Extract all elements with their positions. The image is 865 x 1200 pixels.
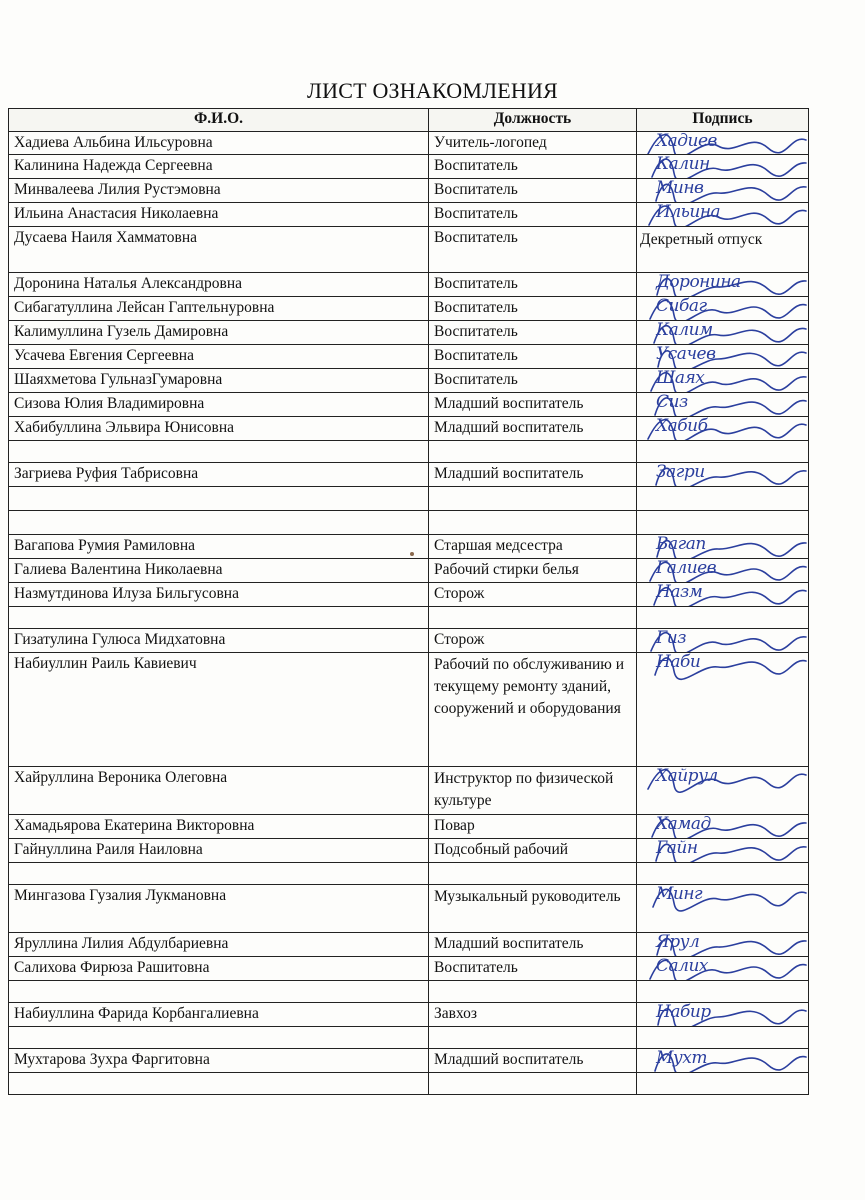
- signature-cell: [637, 393, 809, 417]
- table-row: [9, 933, 809, 957]
- table-row: [9, 1049, 809, 1073]
- table-row: [9, 629, 809, 653]
- signature-cell: [637, 981, 809, 1003]
- signature-cell: [637, 583, 809, 607]
- signature-text: Ярул: [656, 932, 700, 952]
- position-cell: [429, 441, 637, 463]
- employee-name-cell: Доронина Наталья Александровна: [9, 273, 429, 297]
- signature-text: Калин: [656, 154, 710, 174]
- employee-name-cell: [9, 981, 429, 1003]
- signature-text: Шаях: [656, 368, 705, 388]
- signature-cell: [637, 933, 809, 957]
- signature-cell: Декретный отпуск: [637, 227, 809, 273]
- table-row: [9, 653, 809, 767]
- employee-name-cell: Калинина Надежда Сергеевна: [9, 155, 429, 179]
- signature-cell: [637, 629, 809, 653]
- employee-name-cell: Хайруллина Вероника Олеговна: [9, 767, 429, 815]
- table-row: [9, 203, 809, 227]
- position-cell: Младший воспитатель: [429, 1049, 637, 1073]
- table-row: [9, 369, 809, 393]
- table-row: [9, 535, 809, 559]
- employee-name-cell: Салихова Фирюза Рашитовна: [9, 957, 429, 981]
- signature-text: Сиз: [656, 392, 688, 412]
- position-cell: Рабочий стирки белья: [429, 559, 637, 583]
- signature-text: Салих: [656, 956, 709, 976]
- table-row: [9, 981, 809, 1003]
- position-cell: [429, 981, 637, 1003]
- table-row: [9, 583, 809, 607]
- table-row: [9, 1003, 809, 1027]
- table-row: [9, 227, 809, 273]
- signature-text: Хабиб: [656, 416, 708, 436]
- signature-cell: [637, 1073, 809, 1095]
- signature-cell: [637, 417, 809, 441]
- signature-cell: [637, 321, 809, 345]
- employee-name-cell: Шаяхметова ГульназГумаровна: [9, 369, 429, 393]
- signature-cell: [637, 297, 809, 321]
- employee-name-cell: Ильина Анастасия Николаевна: [9, 203, 429, 227]
- position-cell: Воспитатель: [429, 273, 637, 297]
- signature-cell: [637, 441, 809, 463]
- table-row: [9, 863, 809, 885]
- position-cell: Старшая медсестра: [429, 535, 637, 559]
- position-cell: Воспитатель: [429, 155, 637, 179]
- employee-name-cell: Дусаева Наиля Хамматовна: [9, 227, 429, 273]
- position-cell: Воспитатель: [429, 321, 637, 345]
- table-row: [9, 559, 809, 583]
- signature-text: Сибаг: [656, 296, 707, 316]
- signature-text: Минг: [656, 884, 703, 904]
- table-row: [9, 345, 809, 369]
- signature-text: Гайн: [656, 838, 698, 858]
- signature-text: Наби: [656, 652, 701, 672]
- table-row: [9, 1027, 809, 1049]
- position-cell: Воспитатель: [429, 227, 637, 273]
- signature-cell: [637, 1027, 809, 1049]
- employee-name-cell: Усачева Евгения Сергеевна: [9, 345, 429, 369]
- employee-name-cell: Хадиева Альбина Ильсуровна: [9, 132, 429, 155]
- employee-name-cell: Минвалеева Лилия Рустэмовна: [9, 179, 429, 203]
- employee-name-cell: Мингазова Гузалия Лукмановна: [9, 885, 429, 933]
- table-row: [9, 1073, 809, 1095]
- signature-text: Набир: [656, 1002, 711, 1022]
- signature-text: Гиз: [656, 628, 686, 648]
- employee-name-cell: [9, 1073, 429, 1095]
- position-cell: Воспитатель: [429, 369, 637, 393]
- employee-name-cell: [9, 511, 429, 535]
- employee-name-cell: [9, 1027, 429, 1049]
- employee-name-cell: Набиуллина Фарида Корбангалиевна: [9, 1003, 429, 1027]
- table-row: [9, 463, 809, 487]
- position-cell: Младший воспитатель: [429, 463, 637, 487]
- position-cell: Воспитатель: [429, 345, 637, 369]
- table-row: [9, 417, 809, 441]
- table-row: [9, 885, 809, 933]
- signature-cell: [637, 1003, 809, 1027]
- table-row: [9, 839, 809, 863]
- employee-name-cell: Сизова Юлия Владимировна: [9, 393, 429, 417]
- signature-text: Усачев: [656, 344, 716, 364]
- position-cell: Младший воспитатель: [429, 393, 637, 417]
- position-cell: Подсобный рабочий: [429, 839, 637, 863]
- header-position: Должность: [429, 109, 637, 132]
- signature-cell: [637, 369, 809, 393]
- employee-name-cell: Галиева Валентина Николаевна: [9, 559, 429, 583]
- signature-text: Галиев: [656, 558, 717, 578]
- employee-name-cell: Калимуллина Гузель Дамировна: [9, 321, 429, 345]
- signature-cell: [637, 273, 809, 297]
- signature-cell: [637, 1049, 809, 1073]
- table-row: [9, 767, 809, 815]
- signature-cell: [637, 863, 809, 885]
- table-row: [9, 393, 809, 417]
- signature-text: Хадиев: [656, 131, 717, 151]
- employee-name-cell: [9, 607, 429, 629]
- employee-name-cell: Вагапова Румия Рамиловна: [9, 535, 429, 559]
- position-cell: Сторож: [429, 583, 637, 607]
- position-cell: [429, 1027, 637, 1049]
- position-cell: Воспитатель: [429, 297, 637, 321]
- position-cell: [429, 511, 637, 535]
- signature-cell: [637, 132, 809, 155]
- position-cell: [429, 487, 637, 511]
- signature-cell: [637, 957, 809, 981]
- signature-text: Загри: [656, 462, 705, 482]
- position-cell: Учитель-логопед: [429, 132, 637, 155]
- table-row: [9, 957, 809, 981]
- signature-text: Калим: [656, 320, 713, 340]
- position-cell: Рабочий по обслуживанию и текущему ремонту зданий, сооружений и оборудования: [429, 653, 637, 767]
- employee-name-cell: [9, 441, 429, 463]
- table-row: [9, 297, 809, 321]
- employee-name-cell: Набиуллин Раиль Кавиевич: [9, 653, 429, 767]
- signature-cell: [637, 815, 809, 839]
- position-cell: Повар: [429, 815, 637, 839]
- acknowledgement-table: [8, 108, 809, 1095]
- table-row: [9, 273, 809, 297]
- signature-text: Доронина: [656, 272, 741, 292]
- employee-name-cell: Мухтарова Зухра Фаргитовна: [9, 1049, 429, 1073]
- table-row: [9, 441, 809, 463]
- position-cell: Завхоз: [429, 1003, 637, 1027]
- position-cell: Музыкальный руководитель: [429, 885, 637, 933]
- page-title: ЛИСТ ОЗНАКОМЛЕНИЯ: [307, 78, 558, 103]
- signature-cell: [637, 511, 809, 535]
- signature-cell: [637, 559, 809, 583]
- employee-name-cell: Гизатулина Гулюса Мидхатовна: [9, 629, 429, 653]
- signature-cell: [637, 487, 809, 511]
- employee-name-cell: Хабибуллина Эльвира Юнисовна: [9, 417, 429, 441]
- position-cell: Воспитатель: [429, 203, 637, 227]
- paper-speck: [410, 552, 414, 556]
- employee-name-cell: Яруллина Лилия Абдулбариевна: [9, 933, 429, 957]
- position-cell: Младший воспитатель: [429, 933, 637, 957]
- employee-name-cell: Загриева Руфия Табрисовна: [9, 463, 429, 487]
- signature-text: Назм: [656, 582, 703, 602]
- table-row: [9, 607, 809, 629]
- signature-cell: [637, 463, 809, 487]
- signature-cell: [637, 839, 809, 863]
- header-name: Ф.И.О.: [9, 109, 429, 132]
- table-row: [9, 321, 809, 345]
- table-row: [9, 511, 809, 535]
- position-cell: Воспитатель: [429, 957, 637, 981]
- table-row: [9, 179, 809, 203]
- signature-cell: [637, 885, 809, 933]
- signature-cell: [637, 653, 809, 767]
- signature-text: Минв: [656, 178, 704, 198]
- signature-cell: [637, 179, 809, 203]
- employee-name-cell: [9, 487, 429, 511]
- signature-cell: [637, 155, 809, 179]
- signature-cell: [637, 767, 809, 815]
- employee-name-cell: Назмутдинова Илуза Бильгусовна: [9, 583, 429, 607]
- position-cell: Инструктор по физической культуре: [429, 767, 637, 815]
- position-cell: Младший воспитатель: [429, 417, 637, 441]
- employee-name-cell: [9, 863, 429, 885]
- table-row: [9, 132, 809, 155]
- table-row: [9, 815, 809, 839]
- signature-cell: [637, 607, 809, 629]
- signature-text: Вагап: [656, 534, 706, 554]
- table-header-row: [9, 109, 809, 132]
- position-cell: [429, 863, 637, 885]
- signature-text: Хамад: [656, 814, 711, 834]
- signature-cell: [637, 203, 809, 227]
- position-cell: Сторож: [429, 629, 637, 653]
- table-row: [9, 155, 809, 179]
- employee-name-cell: Хамадьярова Екатерина Викторовна: [9, 815, 429, 839]
- header-signature: Подпись: [637, 109, 809, 132]
- signature-cell: [637, 345, 809, 369]
- employee-name-cell: Сибагатуллина Лейсан Гаптельнуровна: [9, 297, 429, 321]
- signature-text: Хайрул: [656, 766, 718, 786]
- signature-text: Ильина: [656, 202, 721, 222]
- position-cell: [429, 1073, 637, 1095]
- table-row: [9, 487, 809, 511]
- signature-text: Мухт: [656, 1048, 707, 1068]
- signature-cell: [637, 535, 809, 559]
- position-cell: Воспитатель: [429, 179, 637, 203]
- position-cell: [429, 607, 637, 629]
- employee-name-cell: Гайнуллина Раиля Наиловна: [9, 839, 429, 863]
